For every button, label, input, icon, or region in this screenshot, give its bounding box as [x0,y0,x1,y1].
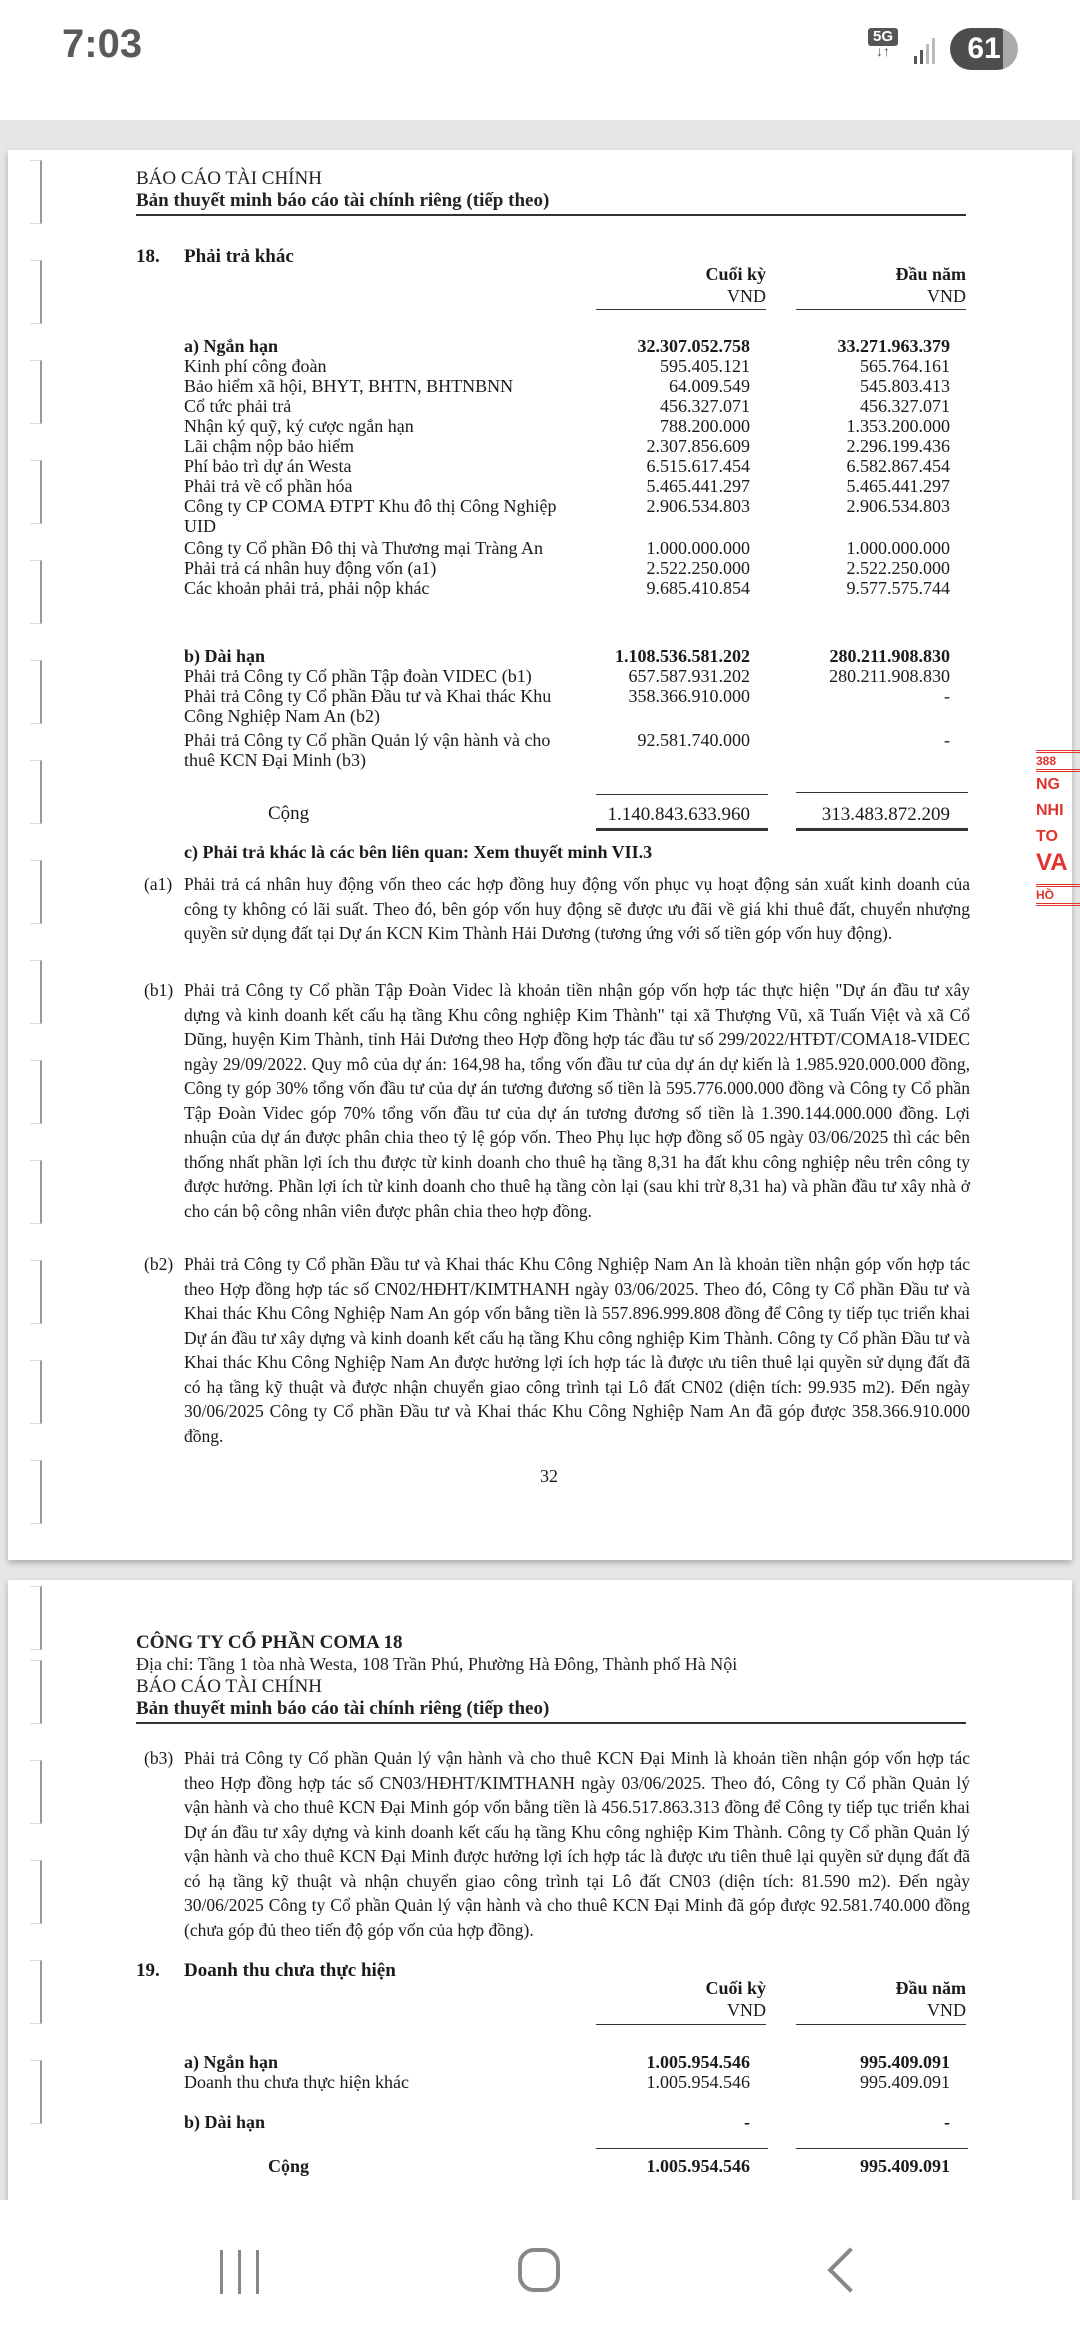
value-end: 6.515.617.454 [646,456,750,476]
data-arrows-icon: ↓↑ [876,45,890,60]
binder-mark [30,360,42,424]
binder-mark [30,1960,42,2024]
col-rule [796,2024,966,2025]
value-end: 1.005.954.546 [646,2052,750,2072]
total-begin: 313.483.872.209 [821,804,950,825]
row-label: Phải trả cá nhân huy động vốn (a1) [184,558,437,578]
binder-mark [30,760,42,824]
table-row [184,356,974,378]
home-icon [518,2248,560,2292]
value-end: 788.200.000 [660,416,750,436]
row-label: Doanh thu chưa thực hiện khác [184,2072,409,2092]
row-label: a) Ngắn hạn [184,336,279,356]
col-end-unit: VND [727,2000,766,2020]
row-label: b) Dài hạn [184,646,266,666]
value-begin: - [944,2112,950,2132]
table-row [184,538,974,560]
row-label: Phải trả Công ty Cổ phần Quản lý vận hành và cho thuê KCN Đại Minh (b3) [184,730,551,770]
table-row [184,396,974,418]
table-row [184,646,974,668]
value-begin: 565.764.161 [860,356,950,376]
row-label: Nhận ký quỹ, ký cược ngắn hạn [184,416,414,436]
col-rule [796,309,966,310]
col-end-unit: VND [727,286,766,306]
value-begin: 1.000.000.000 [846,538,950,558]
value-begin: 995.409.091 [860,2072,950,2092]
value-begin: 33.271.963.379 [837,336,950,356]
total-rule [596,794,768,795]
note-text: Phải trả cá nhân huy động vốn theo các hợp đồng huy động vốn phục vụ hoạt động sản xuất kinh doanh của công ty không có lãi suất. Theo đó, bên góp vốn huy động sẽ được ưu đãi về giá khi thuê đất, chuyển nhượng quyền sử dụng đất tại Dự án KCN Kim Thành Hải Dương (tương ứng với số tiền góp vốn huy động). [184,874,970,943]
back-chevron-icon [827,2247,872,2292]
table-row [184,416,974,438]
value-begin: 280.211.908.830 [829,666,950,686]
section-19-title: Doanh thu chưa thực hiện [184,1960,396,1981]
battery-indicator: 61 [950,28,1018,70]
value-end: 657.587.931.202 [628,666,750,686]
binder-mark [30,1760,42,1824]
document-page-33 [8,1580,1072,2200]
signal-strength-icon [914,38,938,64]
value-end: 64.009.549 [669,376,750,396]
value-begin: 545.803.413 [860,376,950,396]
table-row [184,496,974,538]
binder-mark [30,1586,42,1650]
table-row [184,2052,974,2074]
table-row [184,376,974,398]
table-row [184,456,974,478]
value-end: 1.108.536.581.202 [615,646,750,666]
value-begin: 9.577.575.744 [846,578,950,598]
total-row [184,2156,974,2178]
row-label: Công ty Cổ phần Đô thị và Thương mại Tràng An [184,538,543,558]
recents-icon [220,2250,223,2294]
section-18-title: Phải trả khác [184,246,294,267]
network-5g-icon [868,28,898,64]
value-end: 2.307.856.609 [646,436,750,456]
row-label: Các khoản phải trả, phải nộp khác [184,578,430,598]
total-label: Cộng [268,2156,310,2176]
note-tag: (b1) [144,980,174,1000]
company-address: Địa chỉ: Tầng 1 tòa nhà Westa, 108 Trần Phú, Phường Hà Đông, Thành phố Hà Nội [136,1654,738,1674]
row-label: Kinh phí công đoàn [184,356,327,376]
total-rule [596,2148,768,2149]
total-rule [796,792,968,793]
binder-mark [30,1360,42,1424]
binder-mark [30,960,42,1024]
note-b1 [144,978,970,1223]
total-rule [796,2148,968,2149]
col-begin-label: Đầu năm [895,1978,966,1998]
binder-mark [30,1660,42,1724]
home-button[interactable] [500,2240,580,2300]
document-page-32 [8,150,1072,1560]
note-tag: (b2) [144,1254,174,1274]
report-title: BÁO CÁO TÀI CHÍNH [136,168,322,189]
table-row [184,336,974,358]
col-begin-unit: VND [927,2000,966,2020]
value-begin: 280.211.908.830 [829,646,950,666]
total-end: 1.140.843.633.960 [607,804,750,825]
value-begin: 1.353.200.000 [846,416,950,436]
row-label: b) Dài hạn [184,2112,266,2132]
row-label: Công ty CP COMA ĐTPT Khu đô thị Công Nghiệp UID [184,496,557,536]
value-end: 1.000.000.000 [646,538,750,558]
col-rule [596,2024,766,2025]
col-end-label: Cuối kỳ [705,1978,766,1998]
company-name: CÔNG TY CỔ PHẦN COMA 18 [136,1632,403,1653]
note-b3 [144,1746,970,1942]
binder-mark [30,560,42,624]
row-label: Phải trả Công ty Cổ phần Đầu tư và Khai thác Khu Công Nghiệp Nam An (b2) [184,686,552,726]
value-begin: 2.296.199.436 [846,436,950,456]
value-end: 1.005.954.546 [646,2072,750,2092]
value-end: 358.366.910.000 [628,686,750,706]
table-row [184,2112,974,2134]
total-row [184,804,974,826]
row-label: Phải trả về cổ phần hóa [184,476,353,496]
table-row [184,686,974,728]
table-row [184,730,974,772]
network-type: 5G [868,28,898,46]
value-begin: - [944,730,950,750]
table-row [184,578,974,600]
value-end: 2.522.250.000 [646,558,750,578]
header-rule [136,214,966,216]
table-row [184,558,974,580]
value-begin: 5.465.441.297 [846,476,950,496]
binder-mark [30,1060,42,1124]
back-button[interactable] [800,2240,880,2300]
binder-mark [30,260,42,324]
value-end: 92.581.740.000 [637,730,750,750]
note-text: Phải trả Công ty Cổ phần Tập Đoàn Videc là khoản tiền nhận góp vốn hợp tác thực hiện "Dự án đầu tư xây dựng và kinh doanh kết cấu hạ tầng Khu công nghiệp Kim Thành" tại xã Thượng Vũ, xã Tuấn Việt và xã Cổ Dũng, huyện Kim Thành, tỉnh Hải Dương theo Hợp đồng hợp tác đầu tư số 299/2022/HTĐT/COMA18-VIDEC ngày 29/09/2022. Quy mô của dự án: 164,98 ha, tổng vốn đầu tư của dự án dự kiến là 1.985.920.000.000 đồng, Công ty góp 30% tổng vốn đầu tư của dự án tương đương số tiền là 595.776.000.000 đồng và Công ty Cổ phần Tập Đoàn Videc góp 70% tổng vốn đầu tư của dự án tương đương số tiền là 1.390.144.000.000 đồng. Lợi nhuận của dự án được phân chia theo tỷ lệ góp vốn. Theo Phụ lục hợp đồng số 05 ngày 03/06/2025 thì các bên thống nhất phần lợi ích thu được từ kinh doanh cho thuê hạ tầng 8,31 ha đất khu công nghiệp nêu trên công ty được hưởng. Phần lợi ích từ kinh doanh cho thuê hạ tầng còn lại (sau khi trừ 8,31 ha) và phần đầu tư xây nhà ở cho cán bộ công nhân viên được phân chia theo hợp đồng. [184,980,970,1221]
col-rule [596,309,766,310]
document-viewer[interactable] [0,120,1080,2200]
note-a1 [144,872,970,946]
value-end: 9.685.410.854 [646,578,750,598]
recents-button[interactable] [200,2240,280,2300]
value-begin: 456.327.071 [860,396,950,416]
total-double-rule [796,828,968,831]
report-subtitle: Bản thuyết minh báo cáo tài chính riêng (tiếp theo) [136,1698,550,1719]
binder-mark [30,2060,42,2124]
note-text: Phải trả Công ty Cổ phần Quản lý vận hành và cho thuê KCN Đại Minh là khoản tiền nhận góp vốn hợp tác theo Hợp đồng hợp tác số CN03/HĐHT/KIMTHANH ngày 03/06/2025. Theo đó, Công ty Cổ phần Quản lý vận hành và cho thuê KCN Đại Minh góp vốn bằng tiền là 456.517.863.313 đồng để Công ty tiếp tục triển khai Dự án đầu tư xây dựng và kinh doanh kết cấu hạ tầng Khu công nghiệp Kim Thành. Công ty Cổ phần Quản lý vận hành và cho thuê KCN Đại Minh được hưởng lợi ích hợp tác là được ưu tiên thuê lại quyền sử dụng đất đã có hạ tầng kỹ thuật và nhận chuyển giao công trình tại Lô đất CN03 (diện tích: 81.590 m2). Đến ngày 30/06/2025 Công ty Cổ phần Quản lý vận hành và cho thuê KCN Đại Minh đã góp được 92.581.740.000 đồng (chưa góp đủ theo tiến độ góp vốn của hợp đồng). [184,1748,970,1940]
navigation-bar [0,2200,1080,2340]
row-label: Cổ tức phải trả [184,396,292,416]
binder-mark [30,1160,42,1224]
value-end: 5.465.441.297 [646,476,750,496]
binder-mark [30,1260,42,1324]
note-text: Phải trả Công ty Cổ phần Đầu tư và Khai thác Khu Công Nghiệp Nam An là khoản tiền nhận góp vốn hợp tác theo Hợp đồng hợp tác số CN02/HĐHT/KIMTHANH ngày 03/06/2025. Theo đó, Công ty Cổ phần Đầu tư và Khai thác Khu Công Nghiệp Nam An góp vốn bằng tiền là 557.896.999.808 đồng để Công ty tiếp tục triển khai Dự án đầu tư xây dựng và kinh doanh kết cấu hạ tầng Khu công nghiệp Kim Thành. Công ty Cổ phần Đầu tư và Khai thác Khu Công Nghiệp Nam An được hưởng lợi ích hợp tác là được ưu tiên thuê lại quyền sử dụng đất đã có hạ tầng kỹ thuật và được nhận chuyển giao công trình tại Lô đất CN02 (diện tích: 99.935 m2). Đến ngày 30/06/2025 Công ty Cổ phần Đầu tư và Khai thác Khu Công Nghiệp Nam An đã góp được 358.366.910.000 đồng. [184,1254,970,1446]
report-title: BÁO CÁO TÀI CHÍNH [136,1676,322,1697]
table-row [184,436,974,458]
value-end: 32.307.052.758 [637,336,750,356]
clock: 7:03 [62,22,143,66]
value-end: 456.327.071 [660,396,750,416]
total-begin: 995.409.091 [860,2156,950,2176]
col-begin-unit: VND [927,286,966,306]
table-row [184,2072,974,2094]
note-tag: (a1) [144,874,173,894]
header-rule [136,1722,966,1724]
row-label: Phí bảo trì dự án Westa [184,456,352,476]
value-begin: 2.906.534.803 [846,496,950,516]
note-b2 [144,1252,970,1448]
binder-mark [30,660,42,724]
table-row [184,666,974,688]
value-end: 2.906.534.803 [646,496,750,516]
report-subtitle: Bản thuyết minh báo cáo tài chính riêng (tiếp theo) [136,190,550,211]
binder-mark [30,860,42,924]
total-end: 1.005.954.546 [646,2156,750,2176]
value-begin: 995.409.091 [860,2052,950,2072]
value-begin: 2.522.250.000 [846,558,950,578]
binder-mark [30,1460,42,1524]
value-end: 595.405.121 [660,356,750,376]
binder-mark [30,1860,42,1924]
company-seal-stamp: 388 NG NHI TO VA HỒ [1036,750,1080,906]
col-begin-label: Đầu năm [895,264,966,284]
value-end: - [744,2112,750,2132]
page-number: 32 [540,1466,558,1486]
value-begin: 6.582.867.454 [846,456,950,476]
col-end-label: Cuối kỳ [705,264,766,284]
row-label: a) Ngắn hạn [184,2052,279,2072]
section-18-number: 18. [136,246,160,267]
section-19-number: 19. [136,1960,160,1981]
table-row [184,476,974,498]
related-parties-note: c) Phải trả khác là các bên liên quan: Xem thuyết minh VII.3 [184,842,653,862]
total-label: Cộng [268,803,310,824]
row-label: Lãi chậm nộp bảo hiểm [184,436,354,456]
binder-mark [30,160,42,224]
value-begin: - [944,686,950,706]
row-label: Bảo hiểm xã hội, BHYT, BHTN, BHTNBNN [184,376,514,396]
note-tag: (b3) [144,1748,174,1768]
row-label: Phải trả Công ty Cổ phần Tập đoàn VIDEC (b1) [184,666,532,686]
binder-mark [30,460,42,524]
total-double-rule [596,828,768,831]
status-bar [0,0,1080,120]
